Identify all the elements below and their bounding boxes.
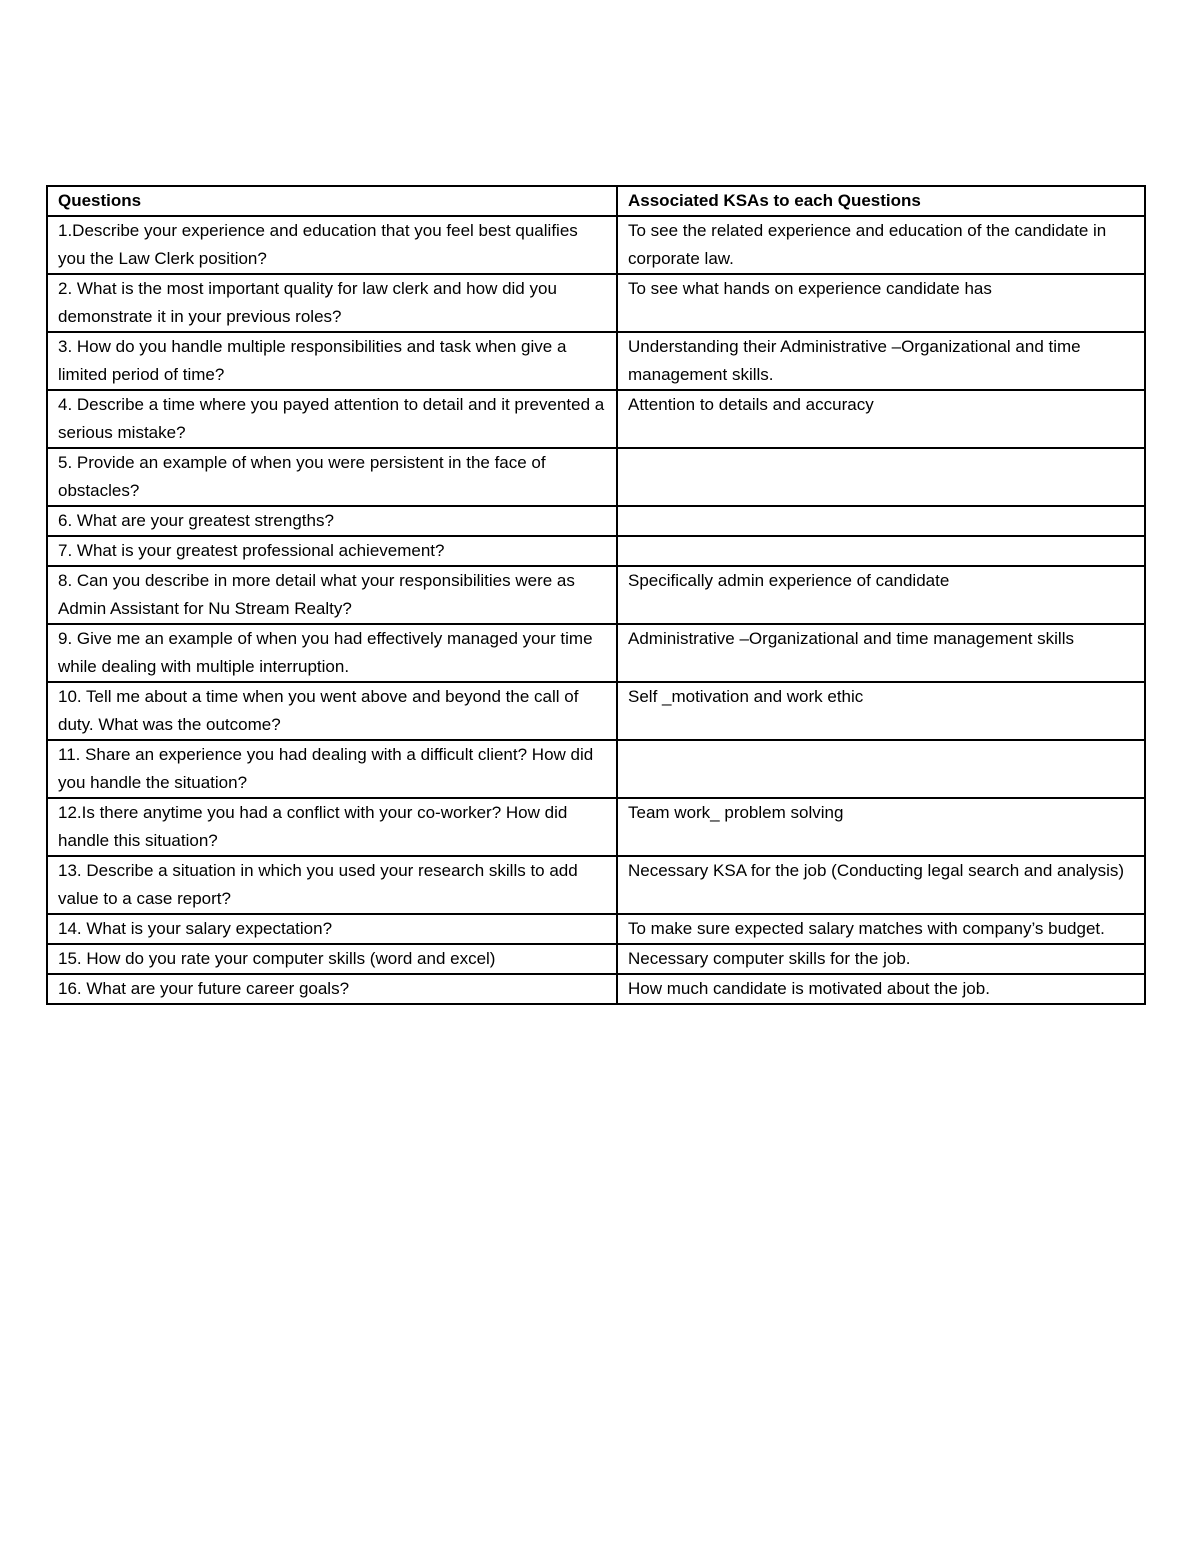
question-cell: 10. Tell me about a time when you went above and beyond the call of duty. What was the outcome? [47,682,617,740]
header-questions: Questions [47,186,617,216]
table-row [47,566,1145,624]
question-cell: 2. What is the most important quality for law clerk and how did you demonstrate it in your previous roles? [47,274,617,332]
question-cell: 13. Describe a situation in which you used your research skills to add value to a case report? [47,856,617,914]
question-cell: 5. Provide an example of when you were persistent in the face of obstacles? [47,448,617,506]
table-row [47,332,1145,390]
table-row [47,944,1145,974]
ksa-cell: Administrative –Organizational and time management skills [617,624,1145,682]
table-row [47,974,1145,1004]
question-cell: 9. Give me an example of when you had effectively managed your time while dealing with multiple interruption. [47,624,617,682]
question-cell: 16. What are your future career goals? [47,974,617,1004]
ksa-cell [617,506,1145,536]
table-header-row [47,186,1145,216]
table-row [47,390,1145,448]
question-cell: 3. How do you handle multiple responsibilities and task when give a limited period of time? [47,332,617,390]
interview-questions-table [46,185,1146,1005]
question-cell: 8. Can you describe in more detail what your responsibilities were as Admin Assistant for Nu Stream Realty? [47,566,617,624]
question-cell: 1.Describe your experience and education that you feel best qualifies you the Law Clerk position? [47,216,617,274]
question-cell: 7. What is your greatest professional achievement? [47,536,617,566]
table-row [47,216,1145,274]
question-cell: 12.Is there anytime you had a conflict with your co-worker? How did handle this situation? [47,798,617,856]
table-row [47,682,1145,740]
ksa-cell: Self _motivation and work ethic [617,682,1145,740]
ksa-cell [617,448,1145,506]
ksa-cell [617,740,1145,798]
question-cell: 6. What are your greatest strengths? [47,506,617,536]
ksa-cell [617,536,1145,566]
question-cell: 11. Share an experience you had dealing with a difficult client? How did you handle the situation? [47,740,617,798]
table-row [47,274,1145,332]
ksa-cell: To make sure expected salary matches with company’s budget. [617,914,1145,944]
table-row [47,914,1145,944]
ksa-cell: Necessary computer skills for the job. [617,944,1145,974]
ksa-cell: Specifically admin experience of candidate [617,566,1145,624]
ksa-cell: Team work_ problem solving [617,798,1145,856]
table-row [47,798,1145,856]
table-row [47,624,1145,682]
ksa-cell: Necessary KSA for the job (Conducting legal search and analysis) [617,856,1145,914]
table-row [47,536,1145,566]
table-row [47,856,1145,914]
ksa-cell: To see the related experience and education of the candidate in corporate law. [617,216,1145,274]
table-row [47,506,1145,536]
ksa-cell: Attention to details and accuracy [617,390,1145,448]
table-row [47,448,1145,506]
ksa-cell: To see what hands on experience candidate has [617,274,1145,332]
table-row [47,740,1145,798]
question-cell: 15. How do you rate your computer skills (word and excel) [47,944,617,974]
ksa-cell: How much candidate is motivated about the job. [617,974,1145,1004]
ksa-cell: Understanding their Administrative –Organizational and time management skills. [617,332,1145,390]
question-cell: 14. What is your salary expectation? [47,914,617,944]
header-associated-ksas: Associated KSAs to each Questions [617,186,1145,216]
question-cell: 4. Describe a time where you payed attention to detail and it prevented a serious mistake? [47,390,617,448]
